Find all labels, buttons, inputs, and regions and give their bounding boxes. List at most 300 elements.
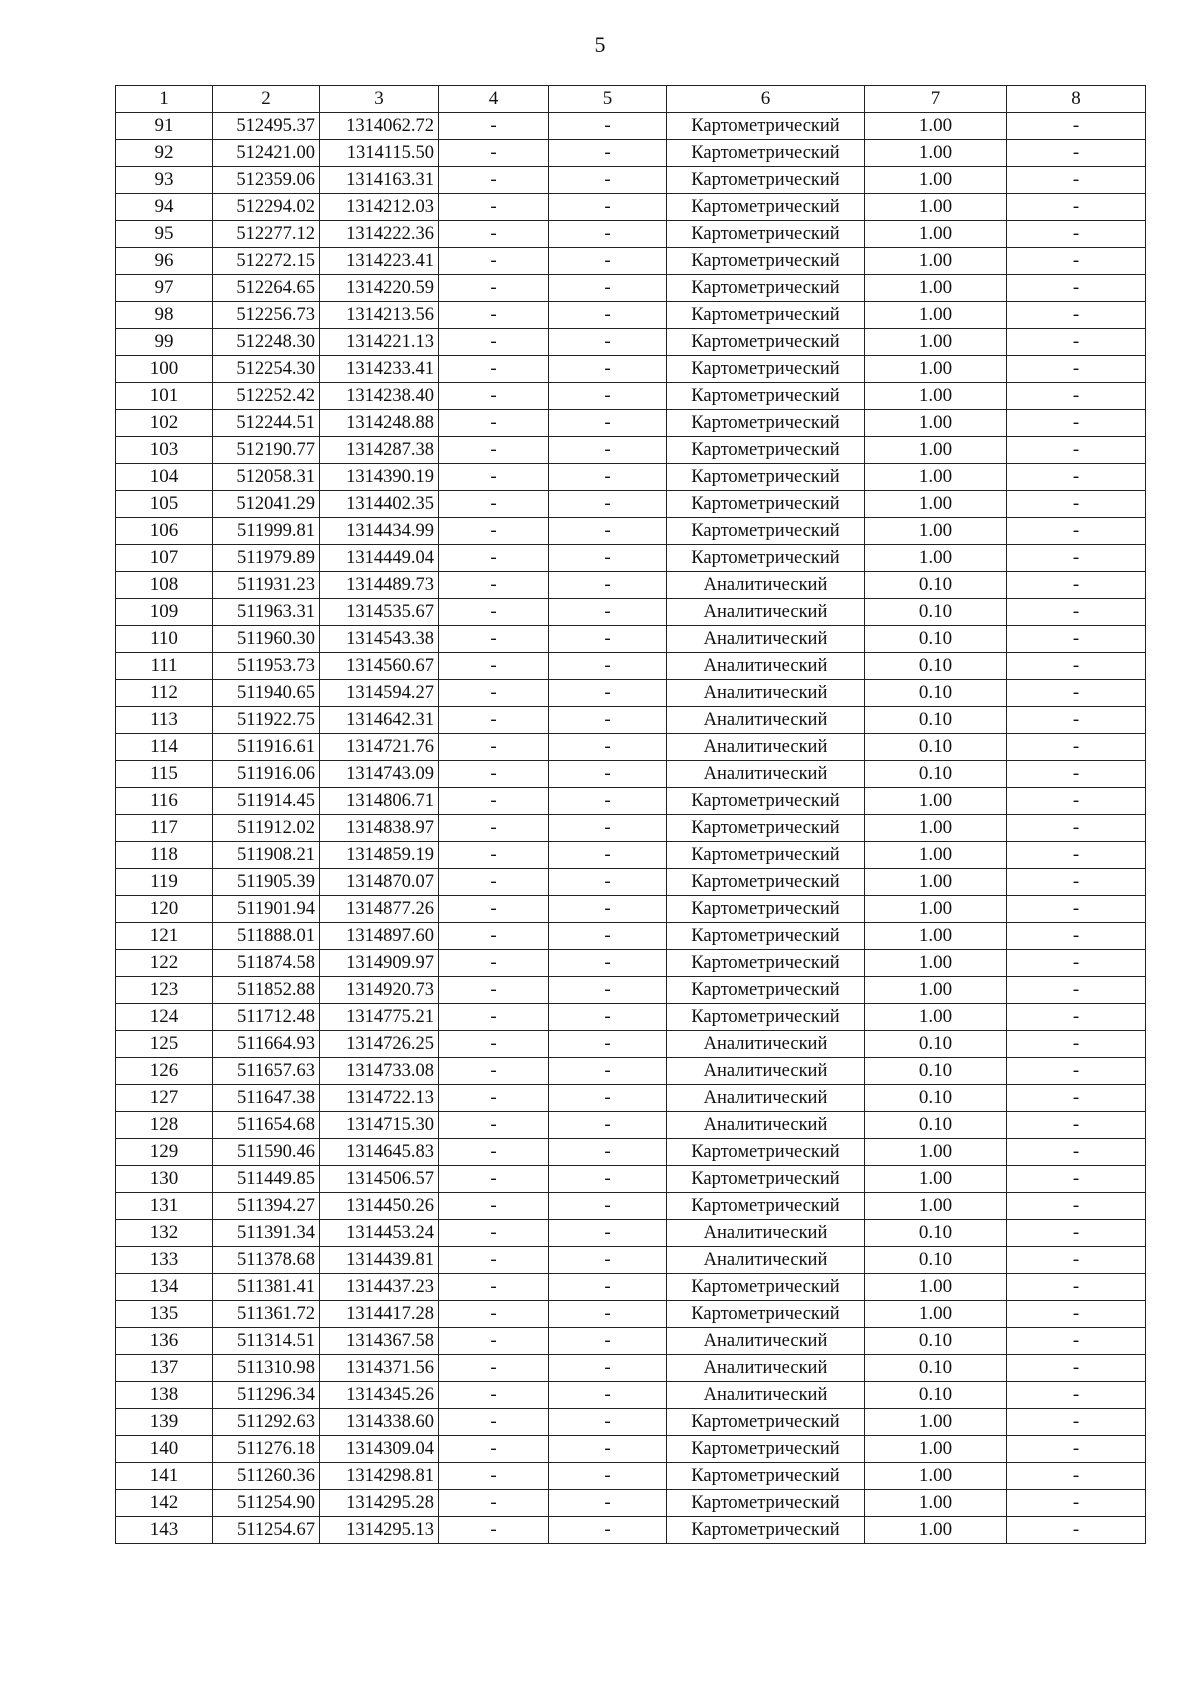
col4-cell: - [439, 1085, 549, 1112]
col8-cell: - [1007, 1058, 1146, 1085]
col4-cell: - [439, 896, 549, 923]
col8-cell: - [1007, 113, 1146, 140]
col4-cell: - [439, 113, 549, 140]
accuracy-cell: 1.00 [865, 1517, 1007, 1544]
point-number-cell: 104 [116, 464, 213, 491]
x-coordinate-cell: 511953.73 [213, 653, 320, 680]
col8-cell: - [1007, 1031, 1146, 1058]
x-coordinate-cell: 511260.36 [213, 1463, 320, 1490]
method-cell: Картометрический [667, 329, 865, 356]
method-cell: Картометрический [667, 896, 865, 923]
point-number-cell: 98 [116, 302, 213, 329]
method-cell: Аналитический [667, 572, 865, 599]
col8-cell: - [1007, 1112, 1146, 1139]
accuracy-cell: 1.00 [865, 1139, 1007, 1166]
header-col-3: 3 [320, 86, 439, 113]
y-coordinate-cell: 1314371.56 [320, 1355, 439, 1382]
col5-cell: - [549, 1031, 667, 1058]
table-row [116, 761, 1146, 788]
col4-cell: - [439, 1463, 549, 1490]
point-number-cell: 135 [116, 1301, 213, 1328]
table-row [116, 1085, 1146, 1112]
header-col-1: 1 [116, 86, 213, 113]
table-row [116, 1220, 1146, 1247]
col5-cell: - [549, 788, 667, 815]
table-row [116, 491, 1146, 518]
col4-cell: - [439, 680, 549, 707]
accuracy-cell: 0.10 [865, 1247, 1007, 1274]
y-coordinate-cell: 1314115.50 [320, 140, 439, 167]
x-coordinate-cell: 512058.31 [213, 464, 320, 491]
x-coordinate-cell: 511963.31 [213, 599, 320, 626]
col5-cell: - [549, 950, 667, 977]
col5-cell: - [549, 842, 667, 869]
x-coordinate-cell: 511922.75 [213, 707, 320, 734]
col5-cell: - [549, 1247, 667, 1274]
col4-cell: - [439, 599, 549, 626]
accuracy-cell: 1.00 [865, 1004, 1007, 1031]
col8-cell: - [1007, 950, 1146, 977]
accuracy-cell: 1.00 [865, 275, 1007, 302]
x-coordinate-cell: 511590.46 [213, 1139, 320, 1166]
accuracy-cell: 1.00 [865, 1193, 1007, 1220]
accuracy-cell: 0.10 [865, 599, 1007, 626]
point-number-cell: 140 [116, 1436, 213, 1463]
accuracy-cell: 1.00 [865, 329, 1007, 356]
point-number-cell: 130 [116, 1166, 213, 1193]
method-cell: Картометрический [667, 815, 865, 842]
page-number: 5 [594, 32, 606, 57]
y-coordinate-cell: 1314859.19 [320, 842, 439, 869]
table-row [116, 680, 1146, 707]
table-row [116, 302, 1146, 329]
col4-cell: - [439, 1139, 549, 1166]
y-coordinate-cell: 1314535.67 [320, 599, 439, 626]
x-coordinate-cell: 511914.45 [213, 788, 320, 815]
col5-cell: - [549, 545, 667, 572]
x-coordinate-cell: 512190.77 [213, 437, 320, 464]
col4-cell: - [439, 464, 549, 491]
method-cell: Аналитический [667, 680, 865, 707]
col5-cell: - [549, 1328, 667, 1355]
x-coordinate-cell: 512264.65 [213, 275, 320, 302]
col8-cell: - [1007, 707, 1146, 734]
col8-cell: - [1007, 1328, 1146, 1355]
point-number-cell: 111 [116, 653, 213, 680]
y-coordinate-cell: 1314453.24 [320, 1220, 439, 1247]
col5-cell: - [549, 140, 667, 167]
x-coordinate-cell: 512421.00 [213, 140, 320, 167]
method-cell: Картометрический [667, 545, 865, 572]
accuracy-cell: 1.00 [865, 1166, 1007, 1193]
table-row [116, 518, 1146, 545]
x-coordinate-cell: 511852.88 [213, 977, 320, 1004]
col8-cell: - [1007, 302, 1146, 329]
point-number-cell: 96 [116, 248, 213, 275]
table-row [116, 1166, 1146, 1193]
y-coordinate-cell: 1314920.73 [320, 977, 439, 1004]
x-coordinate-cell: 511276.18 [213, 1436, 320, 1463]
col5-cell: - [549, 815, 667, 842]
col8-cell: - [1007, 815, 1146, 842]
table-row [116, 1274, 1146, 1301]
col4-cell: - [439, 761, 549, 788]
x-coordinate-cell: 511254.90 [213, 1490, 320, 1517]
y-coordinate-cell: 1314897.60 [320, 923, 439, 950]
col5-cell: - [549, 1085, 667, 1112]
table-row [116, 410, 1146, 437]
col5-cell: - [549, 356, 667, 383]
x-coordinate-cell: 512294.02 [213, 194, 320, 221]
accuracy-cell: 1.00 [865, 923, 1007, 950]
accuracy-cell: 1.00 [865, 302, 1007, 329]
table-row [116, 167, 1146, 194]
x-coordinate-cell: 512256.73 [213, 302, 320, 329]
col4-cell: - [439, 815, 549, 842]
accuracy-cell: 0.10 [865, 1031, 1007, 1058]
col8-cell: - [1007, 842, 1146, 869]
x-coordinate-cell: 511654.68 [213, 1112, 320, 1139]
col4-cell: - [439, 140, 549, 167]
col4-cell: - [439, 1382, 549, 1409]
x-coordinate-cell: 511901.94 [213, 896, 320, 923]
accuracy-cell: 1.00 [865, 788, 1007, 815]
col8-cell: - [1007, 1220, 1146, 1247]
point-number-cell: 123 [116, 977, 213, 1004]
y-coordinate-cell: 1314439.81 [320, 1247, 439, 1274]
col8-cell: - [1007, 410, 1146, 437]
col8-cell: - [1007, 761, 1146, 788]
col5-cell: - [549, 194, 667, 221]
table-row [116, 275, 1146, 302]
x-coordinate-cell: 511292.63 [213, 1409, 320, 1436]
point-number-cell: 114 [116, 734, 213, 761]
x-coordinate-cell: 511296.34 [213, 1382, 320, 1409]
x-coordinate-cell: 511874.58 [213, 950, 320, 977]
col8-cell: - [1007, 383, 1146, 410]
col8-cell: - [1007, 1436, 1146, 1463]
col4-cell: - [439, 869, 549, 896]
y-coordinate-cell: 1314449.04 [320, 545, 439, 572]
table-row [116, 1112, 1146, 1139]
point-number-cell: 116 [116, 788, 213, 815]
x-coordinate-cell: 511391.34 [213, 1220, 320, 1247]
col8-cell: - [1007, 1247, 1146, 1274]
point-number-cell: 91 [116, 113, 213, 140]
y-coordinate-cell: 1314775.21 [320, 1004, 439, 1031]
col8-cell: - [1007, 1301, 1146, 1328]
y-coordinate-cell: 1314223.41 [320, 248, 439, 275]
col8-cell: - [1007, 1193, 1146, 1220]
col8-cell: - [1007, 869, 1146, 896]
x-coordinate-cell: 511916.61 [213, 734, 320, 761]
col5-cell: - [549, 464, 667, 491]
table-row [116, 707, 1146, 734]
col8-cell: - [1007, 653, 1146, 680]
table-row [116, 1031, 1146, 1058]
point-number-cell: 136 [116, 1328, 213, 1355]
point-number-cell: 97 [116, 275, 213, 302]
method-cell: Картометрический [667, 464, 865, 491]
col4-cell: - [439, 194, 549, 221]
col5-cell: - [549, 896, 667, 923]
point-number-cell: 115 [116, 761, 213, 788]
col4-cell: - [439, 383, 549, 410]
accuracy-cell: 1.00 [865, 248, 1007, 275]
col4-cell: - [439, 788, 549, 815]
col4-cell: - [439, 1301, 549, 1328]
col5-cell: - [549, 1058, 667, 1085]
x-coordinate-cell: 511314.51 [213, 1328, 320, 1355]
y-coordinate-cell: 1314295.28 [320, 1490, 439, 1517]
table-row [116, 1436, 1146, 1463]
table-row [116, 788, 1146, 815]
point-number-cell: 121 [116, 923, 213, 950]
accuracy-cell: 1.00 [865, 950, 1007, 977]
col8-cell: - [1007, 896, 1146, 923]
col4-cell: - [439, 1247, 549, 1274]
col8-cell: - [1007, 1382, 1146, 1409]
point-number-cell: 95 [116, 221, 213, 248]
y-coordinate-cell: 1314212.03 [320, 194, 439, 221]
x-coordinate-cell: 511999.81 [213, 518, 320, 545]
col4-cell: - [439, 1193, 549, 1220]
y-coordinate-cell: 1314594.27 [320, 680, 439, 707]
method-cell: Картометрический [667, 977, 865, 1004]
col5-cell: - [549, 1436, 667, 1463]
x-coordinate-cell: 512244.51 [213, 410, 320, 437]
table-row [116, 599, 1146, 626]
y-coordinate-cell: 1314345.26 [320, 1382, 439, 1409]
y-coordinate-cell: 1314870.07 [320, 869, 439, 896]
table-row [116, 194, 1146, 221]
col4-cell: - [439, 1355, 549, 1382]
header-col-4: 4 [439, 86, 549, 113]
col5-cell: - [549, 329, 667, 356]
y-coordinate-cell: 1314838.97 [320, 815, 439, 842]
accuracy-cell: 0.10 [865, 680, 1007, 707]
col5-cell: - [549, 1301, 667, 1328]
table-row [116, 545, 1146, 572]
y-coordinate-cell: 1314338.60 [320, 1409, 439, 1436]
col8-cell: - [1007, 599, 1146, 626]
col4-cell: - [439, 734, 549, 761]
accuracy-cell: 1.00 [865, 1463, 1007, 1490]
method-cell: Картометрический [667, 248, 865, 275]
accuracy-cell: 1.00 [865, 1436, 1007, 1463]
col5-cell: - [549, 410, 667, 437]
col5-cell: - [549, 707, 667, 734]
col4-cell: - [439, 410, 549, 437]
x-coordinate-cell: 511931.23 [213, 572, 320, 599]
y-coordinate-cell: 1314560.67 [320, 653, 439, 680]
col5-cell: - [549, 1463, 667, 1490]
header-col-6: 6 [667, 86, 865, 113]
accuracy-cell: 1.00 [865, 518, 1007, 545]
point-number-cell: 100 [116, 356, 213, 383]
method-cell: Аналитический [667, 1220, 865, 1247]
col5-cell: - [549, 1382, 667, 1409]
x-coordinate-cell: 511254.67 [213, 1517, 320, 1544]
col5-cell: - [549, 248, 667, 275]
x-coordinate-cell: 511908.21 [213, 842, 320, 869]
table-row [116, 896, 1146, 923]
col8-cell: - [1007, 545, 1146, 572]
col4-cell: - [439, 1517, 549, 1544]
y-coordinate-cell: 1314220.59 [320, 275, 439, 302]
accuracy-cell: 0.10 [865, 1112, 1007, 1139]
x-coordinate-cell: 512254.30 [213, 356, 320, 383]
y-coordinate-cell: 1314806.71 [320, 788, 439, 815]
col5-cell: - [549, 221, 667, 248]
y-coordinate-cell: 1314163.31 [320, 167, 439, 194]
method-cell: Аналитический [667, 734, 865, 761]
point-number-cell: 120 [116, 896, 213, 923]
method-cell: Картометрический [667, 788, 865, 815]
method-cell: Картометрический [667, 869, 865, 896]
col8-cell: - [1007, 356, 1146, 383]
method-cell: Картометрический [667, 383, 865, 410]
accuracy-cell: 1.00 [865, 167, 1007, 194]
col8-cell: - [1007, 1274, 1146, 1301]
col4-cell: - [439, 572, 549, 599]
col4-cell: - [439, 356, 549, 383]
point-number-cell: 122 [116, 950, 213, 977]
table-row [116, 248, 1146, 275]
table-row [116, 329, 1146, 356]
method-cell: Картометрический [667, 950, 865, 977]
point-number-cell: 92 [116, 140, 213, 167]
point-number-cell: 93 [116, 167, 213, 194]
accuracy-cell: 1.00 [865, 1301, 1007, 1328]
table-row [116, 1139, 1146, 1166]
point-number-cell: 128 [116, 1112, 213, 1139]
table-row [116, 1409, 1146, 1436]
col5-cell: - [549, 761, 667, 788]
point-number-cell: 132 [116, 1220, 213, 1247]
point-number-cell: 127 [116, 1085, 213, 1112]
method-cell: Картометрический [667, 410, 865, 437]
y-coordinate-cell: 1314367.58 [320, 1328, 439, 1355]
method-cell: Картометрический [667, 518, 865, 545]
accuracy-cell: 1.00 [865, 1409, 1007, 1436]
y-coordinate-cell: 1314295.13 [320, 1517, 439, 1544]
col8-cell: - [1007, 977, 1146, 1004]
method-cell: Картометрический [667, 275, 865, 302]
col4-cell: - [439, 1436, 549, 1463]
y-coordinate-cell: 1314726.25 [320, 1031, 439, 1058]
col5-cell: - [549, 923, 667, 950]
method-cell: Картометрический [667, 356, 865, 383]
col4-cell: - [439, 1166, 549, 1193]
x-coordinate-cell: 511310.98 [213, 1355, 320, 1382]
method-cell: Аналитический [667, 653, 865, 680]
col8-cell: - [1007, 680, 1146, 707]
col4-cell: - [439, 1274, 549, 1301]
accuracy-cell: 1.00 [865, 437, 1007, 464]
table-row [116, 437, 1146, 464]
method-cell: Аналитический [667, 599, 865, 626]
col4-cell: - [439, 1220, 549, 1247]
method-cell: Картометрический [667, 1193, 865, 1220]
col5-cell: - [549, 518, 667, 545]
col8-cell: - [1007, 1085, 1146, 1112]
table-row [116, 1328, 1146, 1355]
col5-cell: - [549, 1139, 667, 1166]
table-row [116, 734, 1146, 761]
y-coordinate-cell: 1314238.40 [320, 383, 439, 410]
col8-cell: - [1007, 437, 1146, 464]
col8-cell: - [1007, 1409, 1146, 1436]
col4-cell: - [439, 518, 549, 545]
y-coordinate-cell: 1314309.04 [320, 1436, 439, 1463]
col5-cell: - [549, 275, 667, 302]
method-cell: Аналитический [667, 626, 865, 653]
method-cell: Аналитический [667, 1355, 865, 1382]
col8-cell: - [1007, 1139, 1146, 1166]
col5-cell: - [549, 113, 667, 140]
header-col-7: 7 [865, 86, 1007, 113]
col5-cell: - [549, 626, 667, 653]
col4-cell: - [439, 329, 549, 356]
x-coordinate-cell: 512359.06 [213, 167, 320, 194]
table-row [116, 356, 1146, 383]
point-number-cell: 103 [116, 437, 213, 464]
y-coordinate-cell: 1314645.83 [320, 1139, 439, 1166]
method-cell: Картометрический [667, 140, 865, 167]
accuracy-cell: 1.00 [865, 1274, 1007, 1301]
col8-cell: - [1007, 626, 1146, 653]
point-number-cell: 125 [116, 1031, 213, 1058]
x-coordinate-cell: 511888.01 [213, 923, 320, 950]
accuracy-cell: 0.10 [865, 1085, 1007, 1112]
y-coordinate-cell: 1314298.81 [320, 1463, 439, 1490]
point-number-cell: 106 [116, 518, 213, 545]
col5-cell: - [549, 869, 667, 896]
col5-cell: - [549, 1220, 667, 1247]
x-coordinate-cell: 511905.39 [213, 869, 320, 896]
method-cell: Картометрический [667, 1517, 865, 1544]
col8-cell: - [1007, 518, 1146, 545]
table-row [116, 653, 1146, 680]
accuracy-cell: 1.00 [865, 815, 1007, 842]
col8-cell: - [1007, 788, 1146, 815]
point-number-cell: 129 [116, 1139, 213, 1166]
accuracy-cell: 1.00 [865, 842, 1007, 869]
table-row [116, 464, 1146, 491]
method-cell: Картометрический [667, 437, 865, 464]
method-cell: Аналитический [667, 1112, 865, 1139]
point-number-cell: 126 [116, 1058, 213, 1085]
method-cell: Аналитический [667, 1328, 865, 1355]
col5-cell: - [549, 1490, 667, 1517]
accuracy-cell: 1.00 [865, 869, 1007, 896]
col8-cell: - [1007, 491, 1146, 518]
col5-cell: - [549, 1517, 667, 1544]
y-coordinate-cell: 1314743.09 [320, 761, 439, 788]
col4-cell: - [439, 491, 549, 518]
table-row [116, 1382, 1146, 1409]
x-coordinate-cell: 512272.15 [213, 248, 320, 275]
point-number-cell: 117 [116, 815, 213, 842]
col8-cell: - [1007, 140, 1146, 167]
col4-cell: - [439, 842, 549, 869]
point-number-cell: 102 [116, 410, 213, 437]
method-cell: Картометрический [667, 221, 865, 248]
y-coordinate-cell: 1314221.13 [320, 329, 439, 356]
col5-cell: - [549, 977, 667, 1004]
col5-cell: - [549, 572, 667, 599]
